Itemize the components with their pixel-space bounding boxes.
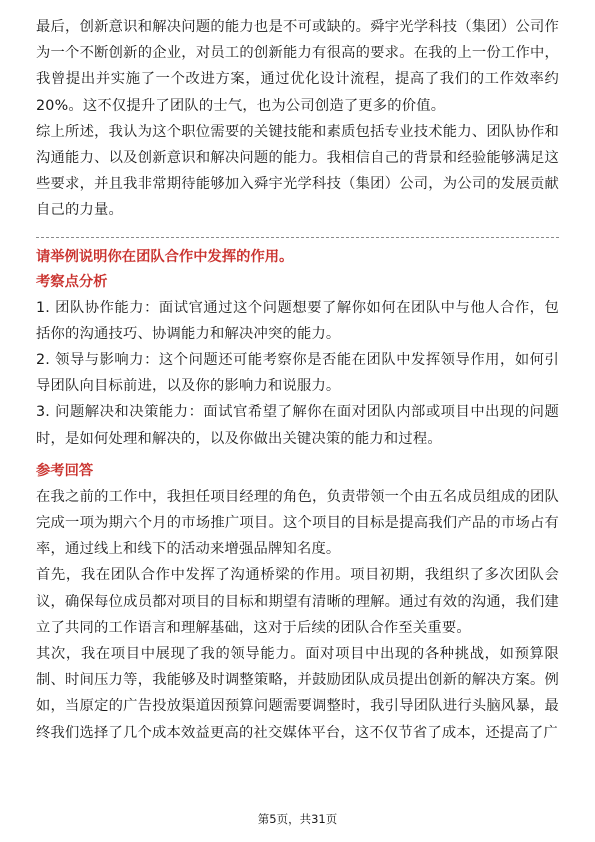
intro-paragraph-2: 综上所述，我认为这个职位需要的关键技能和素质包括专业技术能力、团队协作和沟通能力、以及创新意识和解决问题的能力。我相信自己的背景和经验能够满足这些要求，并且我非常期待能够加入舜宇光学科技（集团）公司，为公司的发展贡献自己的力量。 (36, 123, 559, 219)
analysis-item-2: 2. 领导与影响力：这个问题还可能考察你是否能在团队中发挥领导作用，如何引导团队向目标前进，以及你的影响力和说服力。 (36, 352, 559, 395)
analysis-item-3: 3. 问题解决和决策能力：面试官希望了解你在面对团队内部或项目中出现的问题时，是如何处理和解决的，以及你做出关键决策的能力和过程。 (36, 404, 559, 447)
section-divider (36, 237, 559, 238)
answer-paragraph-2: 首先，我在团队合作中发挥了沟通桥梁的作用。项目初期，我组织了多次团队会议，确保每位成员都对项目的目标和期望有清晰的理解。通过有效的沟通，我们建立了共同的工作语言和理解基础，这对于后续的团队合作至关重要。 (36, 567, 559, 636)
analysis-heading: 考察点分析 (36, 273, 108, 290)
page-number-footer: 第5页，共31页 (257, 812, 338, 826)
answer-heading: 参考回答 (36, 462, 94, 479)
question-title: 请举例说明你在团队合作中发挥的作用。 (36, 248, 294, 265)
answer-paragraph-3: 其次，我在项目中展现了我的领导能力。面对项目中出现的各种挑战，如预算限制、时间压力等，我能够及时调整策略，并鼓励团队成员提出创新的解决方案。例如，当原定的广告投放渠道因预算问题需要调整时，我引导团队进行头脑风暴，最终我们选择了几个成本效益更高的社交媒体平台，这不仅节省了成本，还提高了广 (36, 646, 559, 741)
analysis-item-1: 1. 团队协作能力：面试官通过这个问题想要了解你如何在团队中与他人合作，包括你的沟通技巧、协调能力和解决冲突的能力。 (36, 299, 559, 342)
intro-paragraph-1: 最后，创新意识和解决问题的能力也是不可或缺的。舜宇光学科技（集团）公司作为一个不断创新的企业，对员工的创新能力有很高的要求。在我的上一份工作中，我曾提出并实施了一个改进方案，通过优化设计流程，提高了我们的工作效率约20%。这不仅提升了团队的士气，也为公司创造了更多的价值。 (36, 19, 559, 114)
document-page (36, 14, 559, 746)
answer-paragraph-1: 在我之前的工作中，我担任项目经理的角色，负责带领一个由五名成员组成的团队完成一项为期六个月的市场推广项目。这个项目的目标是提高我们产品的市场占有率，通过线上和线下的活动来增强品牌知名度。 (36, 488, 559, 558)
